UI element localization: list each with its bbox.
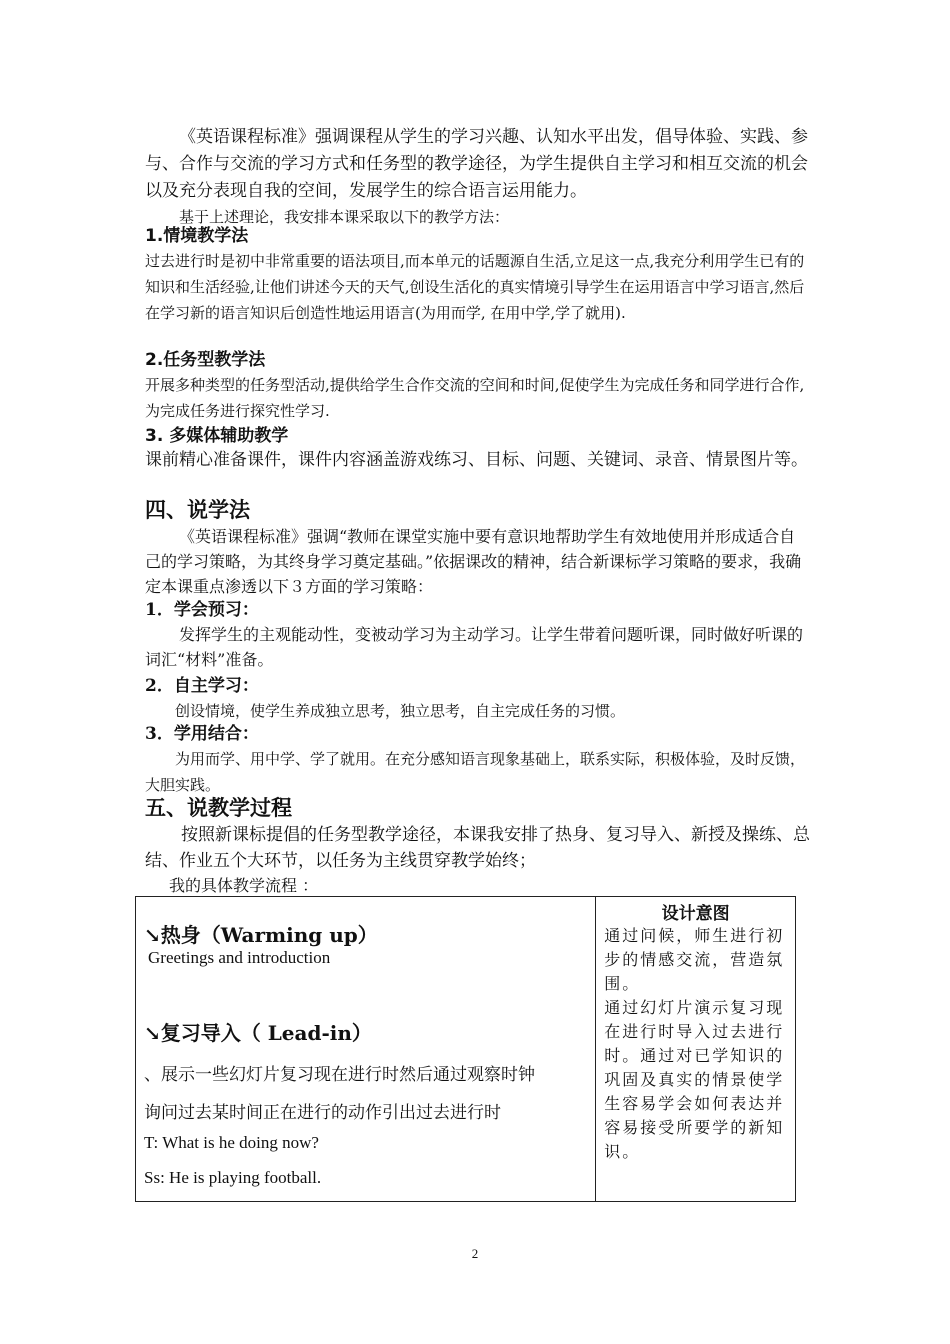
section-intro: 《英语课程标准》强调“教师在课堂实施中要有意识地帮助学生有效地使用并形成适合自己的学习策略，为其终身学习奠定基础。”依据课改的精神，结合新课标学习策略的要求，我确定本课重点渗透以下３方面的学习策略： bbox=[145, 527, 802, 596]
leadin-title: ↘复习导入（ Lead-in） bbox=[144, 1021, 372, 1045]
intent-leadin: 通过幻灯片演示复习现在进行时导入过去进行时。通过对已学知识的巩固及真实的情景使学生容易学会如何表达并容易接受所要学的新知识。 bbox=[604, 998, 785, 1161]
method-title: 1.情境教学法 bbox=[145, 226, 249, 246]
strategy-title: 2．自主学习： bbox=[145, 676, 259, 696]
section-heading: 五、说教学过程 bbox=[145, 795, 292, 820]
method-text: 开展多种类型的任务型活动,提供给学生合作交流的空间和时间,促使学生为完成任务和同学进行合作,为完成任务进行探究性学习. bbox=[145, 376, 805, 420]
strategy-text: 发挥学生的主观能动性，变被动学习为主动学习。让学生带着问题听课，同时做好听课的词汇“材料”准备。 bbox=[145, 625, 804, 669]
strategy-title: 3．学用结合： bbox=[145, 724, 259, 744]
section-4 bbox=[145, 496, 810, 599]
strategy-1 bbox=[145, 598, 810, 672]
leadin-text-line2: 询问过去某时间正在进行的动作引出过去进行时 bbox=[144, 1103, 501, 1123]
section-heading: 四、说学法 bbox=[145, 497, 250, 522]
process-cell bbox=[136, 897, 596, 1202]
strategy-2 bbox=[145, 674, 810, 724]
leadin-text-line1: 、展示一些幻灯片复习现在进行时然后通过观察时钟 bbox=[144, 1065, 535, 1085]
intro-paragraph: 《英语课程标准》强调课程从学生的学习兴趣、认知水平出发，倡导体验、实践、参与、合作与交流的学习方式和任务型的教学途径，为学生提供自主学习和相互交流的机会以及充分表现自我的空间，发展学生的综合语言运用能力。 bbox=[145, 127, 808, 201]
teaching-flow-table bbox=[135, 896, 796, 1202]
dialog-teacher: T: What is he doing now? bbox=[144, 1133, 319, 1152]
intent-cell bbox=[596, 897, 796, 1202]
flow-label: 我的具体教学流程 ： bbox=[169, 876, 319, 895]
dialog-students: Ss: He is playing football. bbox=[144, 1168, 322, 1187]
intro-method-lead: 基于上述理论，我安排本课采取以下的教学方法： bbox=[179, 208, 510, 226]
method-1 bbox=[145, 224, 810, 326]
page-number: 2 bbox=[471, 1246, 479, 1261]
intent-warmup: 通过问候，师生进行初步的情感交流，营造氛围。 bbox=[604, 926, 785, 993]
method-title: 3. 多媒体辅助教学 bbox=[145, 426, 289, 446]
method-text: 过去进行时是初中非常重要的语法项目,而本单元的话题源自生活,立足这一点,我充分利用学生已有的知识和生活经验,让他们讲述今天的天气,创设生活化的真实情境引导学生在运用语言中学习语言,然后在学习新的语言知识后创造性地运用语言(为用而学, 在用中学,学了就用). bbox=[145, 252, 805, 322]
strategy-text: 创设情境，使学生养成独立思考，独立思考，自主完成任务的习惯。 bbox=[175, 702, 626, 720]
method-title: 2.任务型教学法 bbox=[145, 350, 266, 370]
strategy-text: 为用而学、用中学、学了就用。在充分感知语言现象基础上，联系实际，积极体验，及时反馈，大胆实践。 bbox=[145, 750, 806, 794]
method-3 bbox=[145, 424, 810, 473]
intent-header: 设计意图 bbox=[661, 904, 730, 924]
strategy-3 bbox=[145, 722, 810, 798]
intro-block bbox=[145, 124, 810, 229]
section-5 bbox=[145, 794, 810, 898]
warmup-text: Greetings and introduction bbox=[148, 948, 331, 967]
section-intro: 按照新课标提倡的任务型教学途径，本课我安排了热身、复习导入、新授及操练、总结、作业五个大环节，以任务为主线贯穿教学始终； bbox=[145, 825, 810, 871]
warmup-title: ↘热身（Warming up） bbox=[144, 923, 378, 947]
method-text: 课前精心准备课件，课件内容涵盖游戏练习、目标、问题、关键词、录音、情景图片等。 bbox=[145, 450, 808, 470]
method-2 bbox=[145, 348, 810, 424]
strategy-title: 1．学会预习： bbox=[145, 600, 259, 620]
